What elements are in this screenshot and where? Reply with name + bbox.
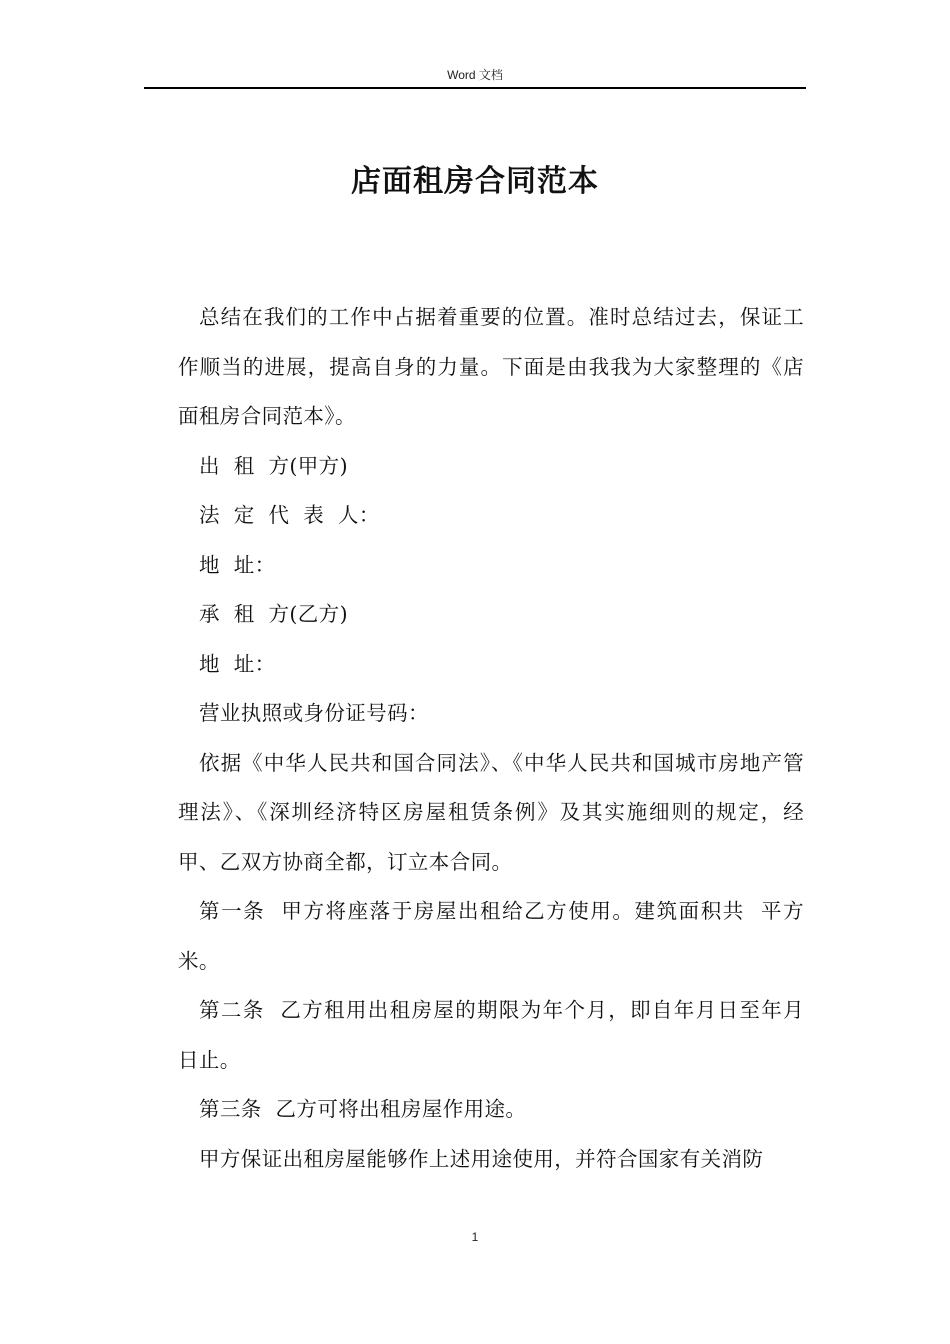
document-body [178,293,818,1184]
paragraph-guarantee: 甲方保证出租房屋能够作上述用途使用，并符合国家有关消防 [199,1146,764,1171]
page-header: Word 文档 [447,68,503,82]
paragraph-lessee-address: 地 址： [199,651,276,676]
page-number: 1 [471,1230,479,1244]
paragraph-article-1: 第一条 甲方将座落于房屋出租给乙方使用。建筑面积共 平方米。 [178,899,804,973]
paragraph-lessor: 出 租 方(甲方) [199,453,348,478]
paragraph-article-2: 第二条 乙方租用出租房屋的期限为年个月，即自年月日至年月 日止。 [178,998,818,1072]
paragraph-lessee: 承 租 方(乙方) [199,602,348,626]
paragraph-license-id: 营业执照或身份证号码： [199,701,429,725]
paragraph-intro: 总结在我们的工作中占据着重要的位置。准时总结过去，保证工作顺当的进展，提高自身的力量。下面是由我我为大家整理的《店面租房合同范本》。 [178,305,804,428]
paragraph-legal-representative: 法 定 代 表 人： [199,503,380,527]
header-divider [144,87,806,89]
paragraph-legal-basis: 依据《中华人民共和国合同法》、《中华人民共和国城市房地产管理法》、《深圳经济特区房屋租赁条例》及其实施细则的规定，经甲、乙双方协商全都，订立本合同。 [178,750,804,874]
paragraph-article-3: 第三条 乙方可将出租房屋作用途。 [199,1097,527,1121]
paragraph-lessor-address: 地 址： [199,552,276,577]
document-title: 店面租房合同范本 [351,164,599,199]
